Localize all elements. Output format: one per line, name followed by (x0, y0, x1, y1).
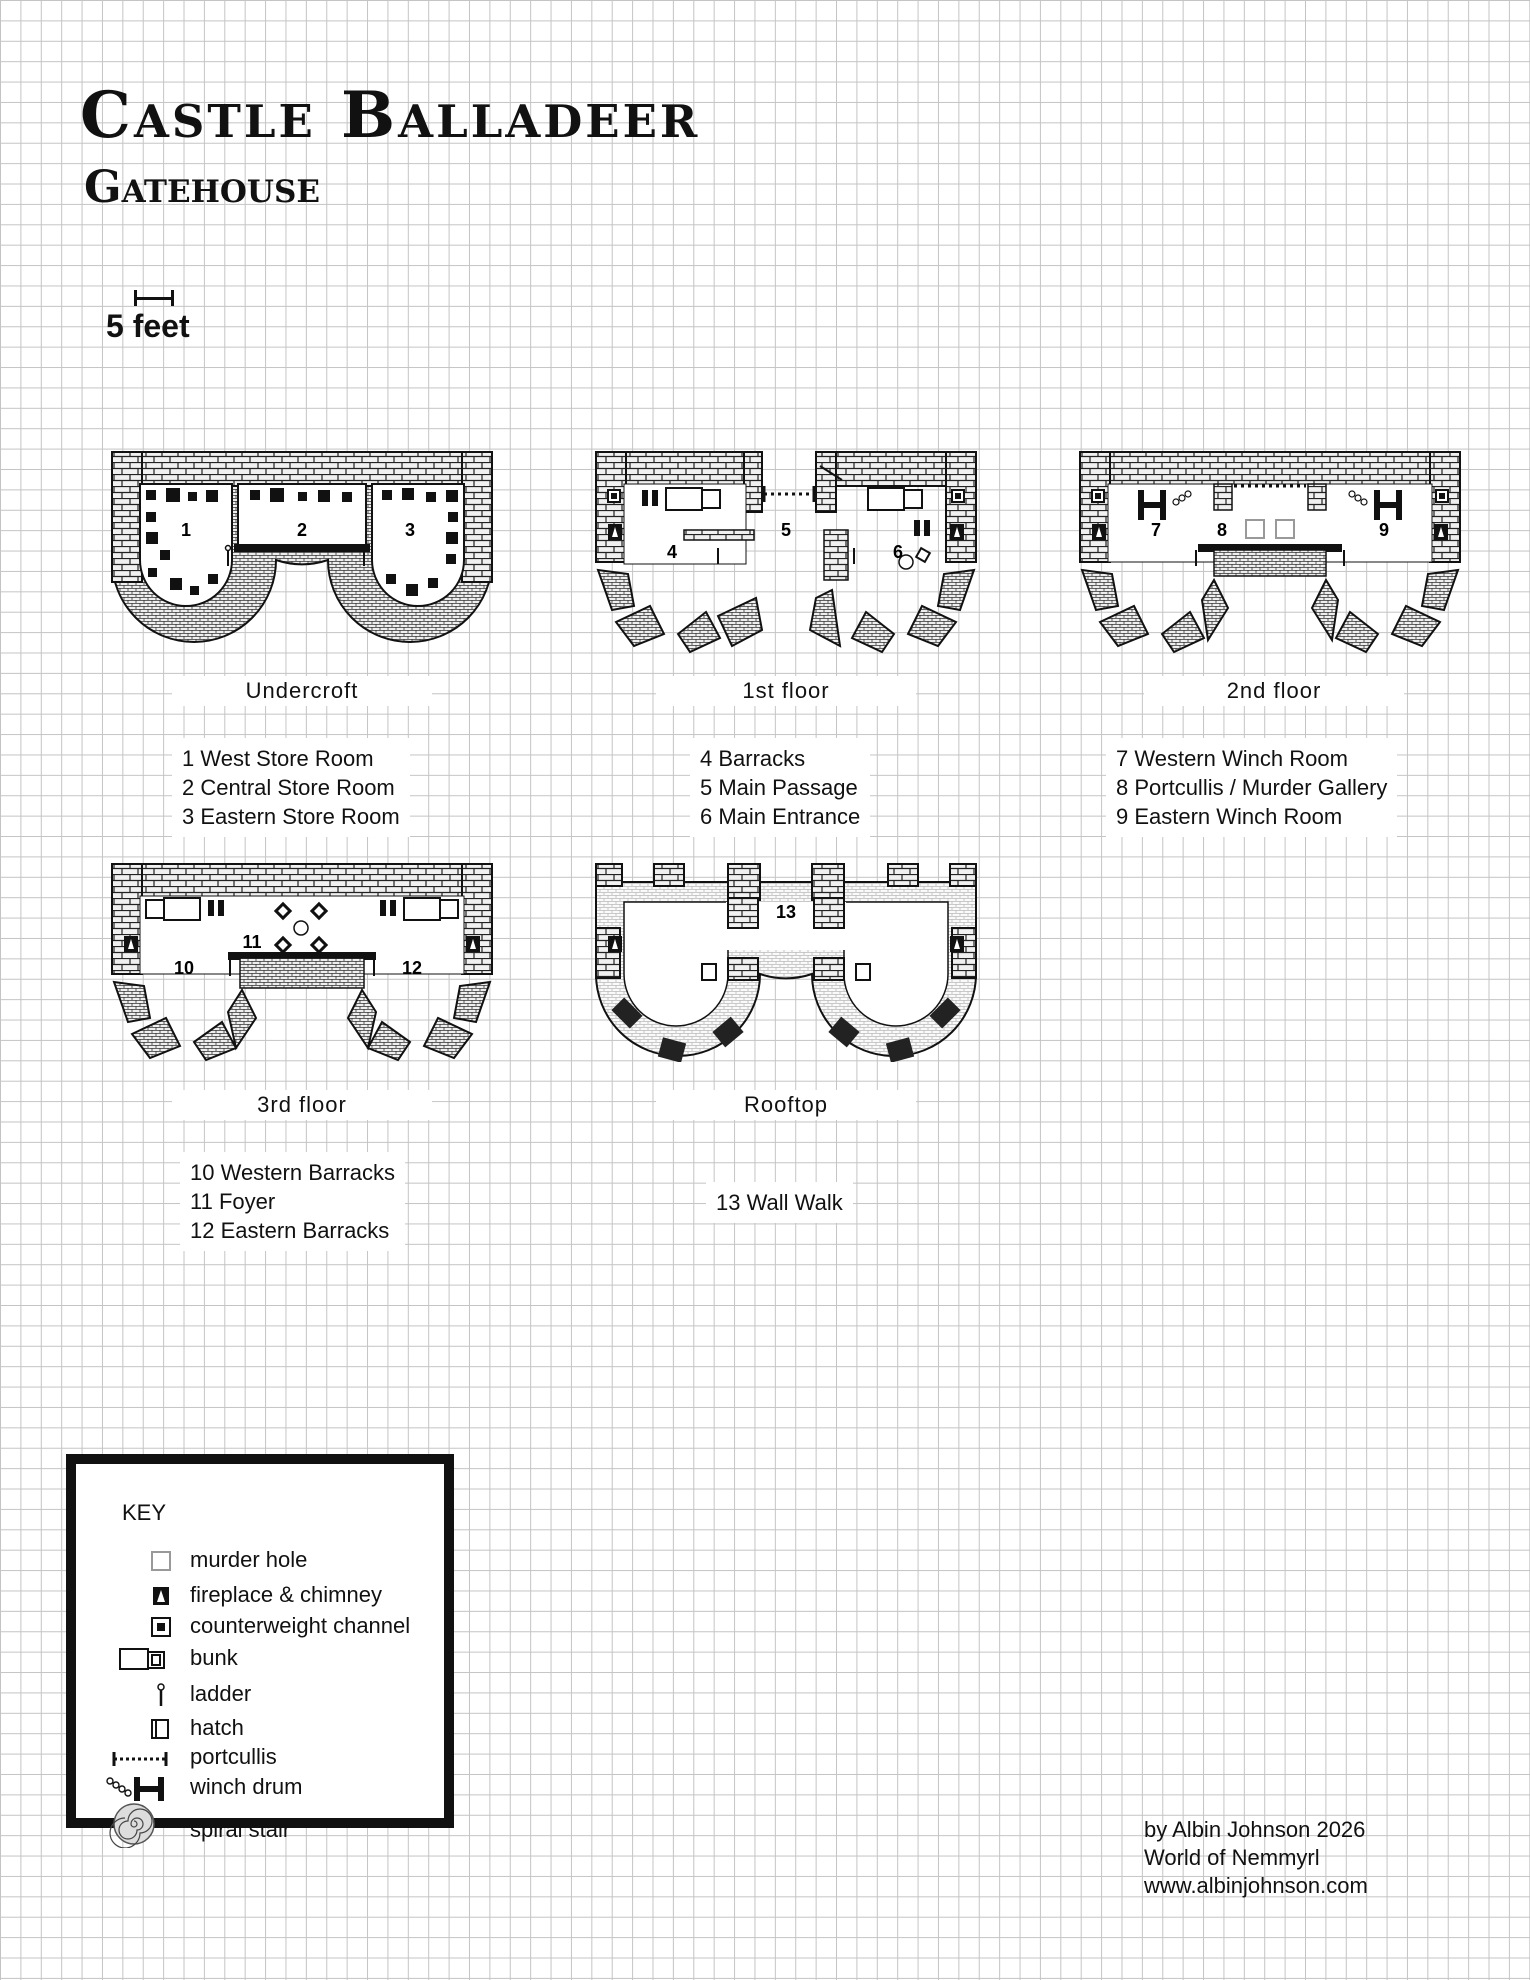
portcullis-icon (114, 1752, 166, 1766)
scale-label: 5 feet (106, 308, 190, 344)
key-item-label: winch drum (190, 1774, 303, 1799)
winch-drum-icon (107, 1777, 164, 1801)
room-number: 8 (1216, 520, 1228, 540)
key-item-label: ladder (190, 1681, 252, 1706)
key-item (76, 1743, 444, 1773)
first-floor-label: 1st floor (656, 676, 916, 706)
room-entry: 11 Foyer (190, 1189, 276, 1214)
ladder-icon (158, 1684, 164, 1706)
credit-author: by Albin Johnson 2026 (1144, 1817, 1366, 1842)
second-floor-label: 2nd floor (1144, 676, 1404, 706)
room-number: 13 (775, 902, 797, 922)
fireplace-icon (153, 1587, 169, 1605)
room-entry: 3 Eastern Store Room (182, 804, 400, 829)
hatch-icon (152, 1720, 168, 1738)
key-item-label: bunk (190, 1645, 238, 1670)
map-title: Castle Balladeer (80, 78, 701, 153)
first-floor-plan (594, 450, 978, 664)
undercroft-plan (110, 450, 494, 664)
key-title: KEY (122, 1500, 167, 1525)
second-floor-room-list (1106, 738, 1397, 837)
key-item-label: counterweight channel (190, 1613, 411, 1638)
room-number: 1 (180, 520, 192, 540)
scale-bar (104, 272, 204, 352)
counterweight-icon (152, 1618, 170, 1636)
undercroft-label: Undercroft (172, 676, 432, 706)
room-entry: 2 Central Store Room (182, 775, 395, 800)
key-item (76, 1581, 444, 1611)
room-number: 10 (173, 958, 195, 978)
key-item (76, 1714, 444, 1744)
bunk-icon (120, 1649, 164, 1669)
room-number: 5 (780, 520, 792, 540)
murder-hole-icon (152, 1552, 170, 1570)
key-item (76, 1773, 444, 1803)
room-entry: 4 Barracks (700, 746, 806, 771)
rooftop-label: Rooftop (656, 1090, 916, 1120)
third-floor-plan (110, 862, 494, 1062)
room-number: 12 (401, 958, 423, 978)
map-subtitle: Gatehouse (84, 162, 320, 213)
key-item-label: spiral stair (190, 1817, 291, 1842)
room-entry: 5 Main Passage (700, 775, 858, 800)
key-item (76, 1644, 444, 1674)
key-item (76, 1546, 444, 1576)
first-floor-room-list (690, 738, 870, 837)
room-entry: 13 Wall Walk (716, 1190, 843, 1215)
key-item-label: fireplace & chimney (190, 1582, 382, 1607)
key-item-label: murder hole (190, 1547, 308, 1572)
room-entry: 8 Portcullis / Murder Gallery (1116, 775, 1388, 800)
room-number: 11 (242, 932, 262, 952)
room-entry: 10 Western Barracks (190, 1160, 396, 1185)
scale-bar-icon (134, 290, 174, 306)
rooftop-room-list (706, 1182, 853, 1223)
room-entry: 1 West Store Room (182, 746, 374, 771)
spiral-stair-icon (110, 1804, 154, 1848)
room-entry: 7 Western Winch Room (1116, 746, 1348, 771)
rooftop-plan (594, 862, 978, 1062)
undercroft-room-list (172, 738, 410, 837)
key-item (76, 1680, 444, 1710)
room-entry: 6 Main Entrance (700, 804, 861, 829)
map-key (66, 1454, 454, 1842)
second-floor-plan (1078, 450, 1462, 664)
credit-website: www.albinjohnson.com (1144, 1873, 1368, 1898)
third-floor-room-list (180, 1152, 405, 1251)
key-item (76, 1612, 444, 1642)
credit-world: World of Nemmyrl (1144, 1845, 1320, 1870)
key-item-label: hatch (190, 1715, 244, 1740)
room-number: 9 (1378, 520, 1390, 540)
room-number: 2 (296, 520, 308, 540)
key-item-label: portcullis (190, 1744, 277, 1769)
room-number: 6 (892, 542, 904, 562)
room-entry: 9 Eastern Winch Room (1116, 804, 1343, 829)
room-number: 7 (1150, 520, 1162, 540)
credit-block (1144, 1816, 1368, 1900)
room-entry: 12 Eastern Barracks (190, 1218, 390, 1243)
room-number: 4 (666, 542, 678, 562)
third-floor-label: 3rd floor (172, 1090, 432, 1120)
room-number: 3 (404, 520, 416, 540)
